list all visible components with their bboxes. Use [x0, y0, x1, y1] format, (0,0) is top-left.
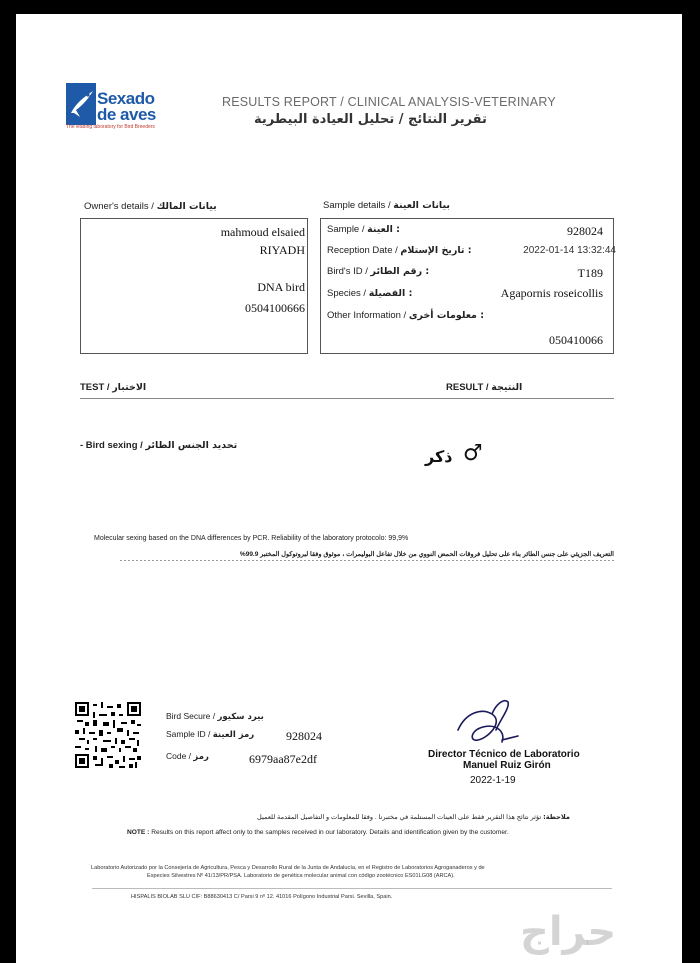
owner-phone: 0504100666 [245, 301, 305, 315]
note-ar: ملاحظة: تؤثر نتائج هذا التقرير فقط على العينات المستلمة في مختبرنا . وفقا للمعلومات و التفاصيل المقدمة للعميل [257, 813, 570, 821]
method-text-ar: التعريف الجزيئي على جنس الطائر بناء على تحليل فروقات الحمض النووي من خلال تفاعل البوليمرات ، موثوق وفقا لبروتوكول المختبر 99.9% [239, 551, 614, 558]
sample-id-label: Sample / العينة : [327, 224, 400, 235]
test-label: TEST / الاختبار [80, 382, 147, 393]
dotted-divider [120, 560, 614, 561]
bird-logo-icon [66, 83, 96, 125]
test-item: - Bird sexing / تحديد الجنس الطائر [80, 440, 238, 451]
secure-code-value: 6979aa87e2df [249, 752, 317, 766]
bird-secure-title: Bird Secure / بيرد سكيور [166, 711, 264, 722]
result-value-ar: ذكر [425, 447, 453, 466]
owner-city: RIYADH [259, 243, 305, 257]
signature-date: 2022-1-19 [470, 775, 516, 786]
qr-code-icon [75, 702, 141, 768]
divider [80, 398, 614, 399]
bird-id-label: Bird's ID / رقم الطائر : [327, 266, 430, 277]
secure-sample-label: Sample ID / رمز العينة [166, 729, 255, 740]
signatory-role: Director Técnico de Laboratorio [428, 749, 580, 760]
footer-line-1: Laboratorio Autorizado por la Consejería de Agricultura, Pesca y Desarrollo Rural de la Junta de Andalucía, en el Registro de Laboratorios Agroganaderos y de [91, 865, 485, 871]
species-value: Agapornis roseicollis [500, 286, 603, 300]
secure-sample-value: 928024 [286, 729, 322, 743]
secure-code-label: Code / رمز [166, 751, 209, 762]
reception-date-label: Reception Date / تاريخ الإستلام : [327, 245, 472, 256]
bird-id-value: T189 [577, 266, 603, 280]
sample-heading: Sample details / بيانات العينة [323, 200, 450, 211]
owner-note: DNA bird [257, 280, 305, 294]
footer-line-3: HISPALIS BIOLAB SLU CIF: B88630413 C/ Parsi 9 nº 12. 41016 Polígono Industrial Parsi. Sevilla, Spain. [131, 894, 393, 900]
report-title: RESULTS REPORT / CLINICAL ANALYSIS-VETERINARY [222, 95, 556, 109]
footer-line-2: Especies Silvestres Nº 41/13/PR/PSA. Laboratorio de genética molecular animal con código zootécnico ES01LG08 (ARCA). [147, 873, 455, 879]
report-title-ar: تقرير النتائج / تحليل العيادة البيطرية [254, 112, 487, 127]
sample-id-value: 928024 [567, 224, 603, 238]
logo-text-2: de aves [97, 105, 156, 124]
note-en: NOTE : Results on this report affect only to the samples received in our laboratory. Details and identification given by the customer. [127, 829, 509, 836]
species-label: Species / الفصيلة : [327, 288, 413, 299]
other-info-label: Other Information / معلومات أخرى : [327, 310, 485, 321]
male-symbol-icon: ♂ [463, 441, 483, 466]
footer-divider [92, 888, 612, 889]
watermark-logo: حراج [520, 909, 617, 955]
signatory-name: Manuel Ruiz Girón [463, 760, 551, 771]
signature-icon [448, 690, 528, 754]
owner-name: mahmoud elsaied [220, 225, 305, 239]
result-label: RESULT / النتيجة [446, 382, 523, 393]
method-text: Molecular sexing based on the DNA differences by PCR. Reliability of the laboratory protocolo: 99,9% [94, 535, 409, 542]
logo-text: Sexado [97, 89, 155, 108]
logo-tagline: The leading laboratory for Bird Breeders [66, 124, 155, 130]
reception-date-value: 2022-01-14 13:32:44 [523, 245, 616, 256]
owner-heading: Owner's details / بيانات المالك [84, 201, 217, 212]
other-info-value: 050410066 [549, 333, 603, 347]
